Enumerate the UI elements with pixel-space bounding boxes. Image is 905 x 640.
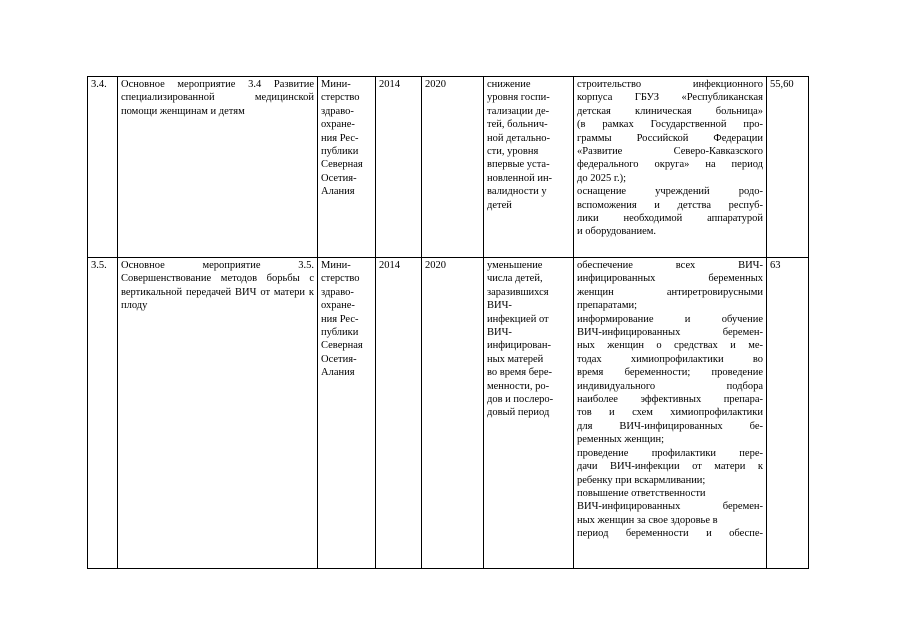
- description-line: до 2025 г.);: [577, 172, 627, 184]
- table-row-3-5: [88, 258, 809, 569]
- executor-line: Алания: [321, 186, 355, 198]
- result-line: менности, ро-: [487, 380, 550, 392]
- description-line: детская клиническая больница»: [577, 105, 763, 117]
- description-line: корпуса ГБУЗ «Республиканская: [577, 92, 763, 104]
- measure-executor: [318, 258, 376, 569]
- description-line: федерального округа» на период: [577, 159, 763, 171]
- description-line: тодах химиопрофилактики во: [577, 353, 763, 365]
- measure-value: 55,60: [767, 77, 809, 258]
- result-line: детей: [487, 199, 512, 211]
- executor-line: ния Рес-: [321, 313, 359, 325]
- measure-number: 3.5.: [88, 258, 118, 569]
- executor-line: Алания: [321, 367, 355, 379]
- result-line: впервые уста-: [487, 159, 550, 171]
- description-line: для ВИЧ-инфицированных бе-: [577, 420, 763, 432]
- measure-description: [574, 258, 767, 569]
- executor-line: ния Рес-: [321, 132, 359, 144]
- executor-line: Осетия-: [321, 172, 357, 184]
- executor-line: стерство: [321, 92, 360, 104]
- description-line: граммы Российской Федерации: [577, 132, 763, 144]
- description-line: оснащение учреждений родо-: [577, 186, 763, 198]
- end-year: 2020: [422, 77, 484, 258]
- executor-line: публики: [321, 327, 359, 339]
- executor-line: Северная: [321, 340, 363, 352]
- result-line: тей, больнич-: [487, 119, 548, 131]
- description-line: и оборудованием.: [577, 226, 657, 238]
- description-line: лики необходимой аппаратурой: [577, 213, 763, 225]
- measure-number: 3.4.: [88, 77, 118, 258]
- description-line: (в рамках Государственной про-: [577, 119, 763, 131]
- description-line: строительство инфекционного: [577, 79, 763, 90]
- start-year: 2014: [376, 258, 422, 569]
- description-line: ребенку при вскармливании;: [577, 474, 706, 486]
- executor-line: публики: [321, 146, 359, 158]
- result-line: уменьшение: [487, 260, 543, 271]
- start-year: 2014: [376, 77, 422, 258]
- result-line: сти, уровня: [487, 146, 539, 158]
- measure-description: [574, 77, 767, 258]
- description-line: повышение ответственности: [577, 487, 706, 499]
- description-line: период беременности и обеспе-: [577, 528, 763, 540]
- description-line: проведение профилактики пере-: [577, 447, 763, 459]
- table-row-3-4: [88, 77, 809, 258]
- executor-line: здраво-: [321, 286, 354, 298]
- result-line: валидности у: [487, 186, 547, 198]
- description-line: «Развитие Северо-Кавказского: [577, 146, 763, 158]
- description-line: обеспечение всех ВИЧ-: [577, 260, 763, 271]
- executor-line: Северная: [321, 159, 363, 171]
- measure-value: 63: [767, 258, 809, 569]
- executor-line: охране-: [321, 300, 355, 312]
- executor-line: стерство: [321, 273, 360, 285]
- result-line: ной детально-: [487, 132, 550, 144]
- result-line: ных матерей: [487, 353, 544, 365]
- description-line: препаратами;: [577, 300, 638, 312]
- description-line: ременных женщин;: [577, 434, 665, 446]
- description-line: наиболее эффективных препара-: [577, 394, 763, 406]
- result-line: ВИЧ-: [487, 327, 512, 339]
- description-line: время беременности; проведение: [577, 367, 763, 379]
- result-line: снижение: [487, 79, 531, 90]
- description-line: индивидуального подбора: [577, 380, 763, 392]
- result-line: уровня госпи-: [487, 92, 550, 104]
- result-line: ВИЧ-: [487, 300, 512, 312]
- result-line: заразившихся: [487, 286, 549, 298]
- description-line: инфицированных беременных: [577, 273, 763, 285]
- end-year: 2020: [422, 258, 484, 569]
- description-line: информирование и обучение: [577, 313, 763, 325]
- description-line: тов и схем химиопрофилактики: [577, 407, 763, 419]
- result-line: довый период: [487, 407, 550, 419]
- description-line: ВИЧ-инфицированных беремен-: [577, 327, 763, 339]
- result-line: инфицирован-: [487, 340, 551, 352]
- description-line: ВИЧ-инфицированных беремен-: [577, 501, 763, 513]
- executor-line: Мини-: [321, 79, 351, 90]
- measure-name: Основное мероприятие 3.5. Совершенствование методов борьбы с вертикальной передачей ВИЧ от матери к плоду: [118, 258, 318, 569]
- description-line: ных женщин за свое здоровье в: [577, 514, 718, 526]
- executor-line: здраво-: [321, 105, 354, 117]
- expected-result: [484, 258, 574, 569]
- measure-name: Основное мероприятие 3.4 Развитие специализированной медицинской помощи женщинам и детям: [118, 77, 318, 258]
- executor-line: охране-: [321, 119, 355, 131]
- expected-result: [484, 77, 574, 258]
- result-line: тализации де-: [487, 105, 550, 117]
- program-measures-table: [87, 76, 809, 569]
- executor-line: Осетия-: [321, 353, 357, 365]
- description-line: дачи ВИЧ-инфекции от матери к: [577, 461, 763, 473]
- result-line: инфекцией от: [487, 313, 549, 325]
- result-line: дов и послеро-: [487, 394, 554, 406]
- result-line: числа детей,: [487, 273, 543, 285]
- description-line: женщин антиретровирусными: [577, 286, 763, 298]
- description-line: вспоможения и детства респуб-: [577, 199, 763, 211]
- measure-executor: [318, 77, 376, 258]
- executor-line: Мини-: [321, 260, 351, 271]
- result-line: во время бере-: [487, 367, 552, 379]
- description-line: ных женщин о средствах и ме-: [577, 340, 763, 352]
- result-line: новленной ин-: [487, 172, 553, 184]
